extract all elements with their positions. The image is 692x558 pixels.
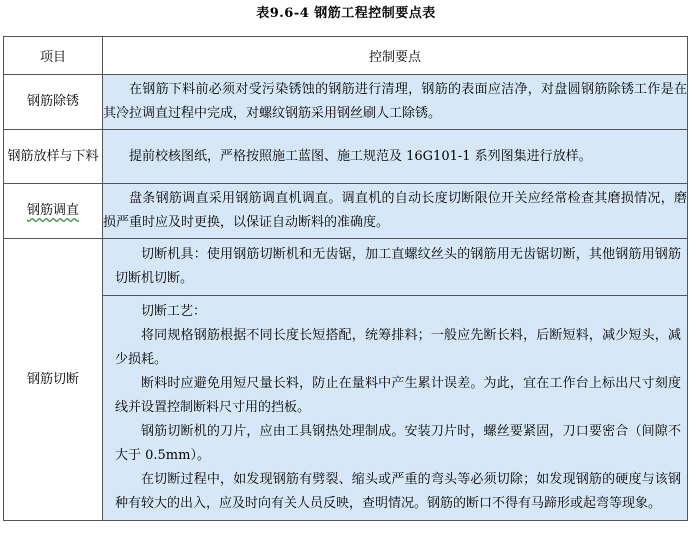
cutting-process-block [103, 296, 687, 520]
header-control-points: 控制要点 [103, 37, 688, 75]
paragraph: 盘条钢筋调直采用钢筋调直机调直。调直机的自动长度切断限位开关应经常检查其磨损情况，磨损严重时应及时更换，以保证自动断料的准确度。 [103, 191, 687, 230]
paragraph: 断料时应避免用短尺量长料，防止在量料中产生累计误差。为此，宜在工作台上标出尺寸刻度线并设置控制断料尺寸用的挡板。 [115, 376, 681, 415]
paragraph: 将同规格钢筋根据不同长度长短搭配，统筹排料；一般应先断长料，后断短料，减少短头，减少损耗。 [115, 328, 681, 367]
paragraph: 提前校核图纸，严格按照施工蓝图、施工规范及 16G101-1 系列图集进行放样。 [129, 148, 592, 164]
row-content-straightening [103, 184, 688, 239]
table-title: 表9.6-4 钢筋工程控制要点表 [256, 6, 436, 21]
table-row [4, 239, 688, 521]
row-content-layout-cutting [103, 130, 688, 184]
table-row [4, 130, 688, 184]
table-header-row [4, 37, 688, 75]
row-item-straightening [4, 184, 103, 239]
control-points-table [3, 36, 688, 521]
paragraph: 在钢筋下料前必须对受污染锈蚀的钢筋进行清理，钢筋的表面应洁净，对盘圆钢筋除锈工作是在其冷拉调直过程中完成，对螺纹钢筋采用钢丝刷人工除锈。 [103, 82, 687, 121]
row-item-derusting: 钢筋除锈 [4, 75, 103, 130]
cutting-machine-block [103, 239, 687, 296]
table-row [4, 75, 688, 130]
paragraph: 在切断过程中，如发现钢筋有劈裂、缩头或严重的弯头等必须切除；如发现钢筋的硬度与该钢种有较大的出入，应及时向有关人员反映，查明情况。钢筋的断口不得有马蹄形或起弯等现象。 [115, 472, 681, 511]
table-row [4, 184, 688, 239]
paragraph: 钢筋切断机的刀片，应由工具钢热处理制成。安装刀片时，螺丝要紧固，刀口要密合（间隙不大于 0.5mm）。 [115, 424, 681, 463]
row-content-derusting [103, 75, 688, 130]
row-item-cutting: 钢筋切断 [4, 239, 103, 521]
item-label: 钢筋调直 [26, 203, 79, 218]
process-title: 切断工艺： [141, 304, 207, 319]
paragraph: 切断机具：使用钢筋切断机和无齿锯，加工直螺纹丝头的钢筋用无齿锯切断，其他钢筋用钢筋切断机切断。 [115, 247, 681, 286]
row-content-cutting [103, 239, 688, 521]
row-item-layout-cutting: 钢筋放样与下料 [4, 130, 103, 184]
header-item: 项目 [4, 37, 103, 75]
